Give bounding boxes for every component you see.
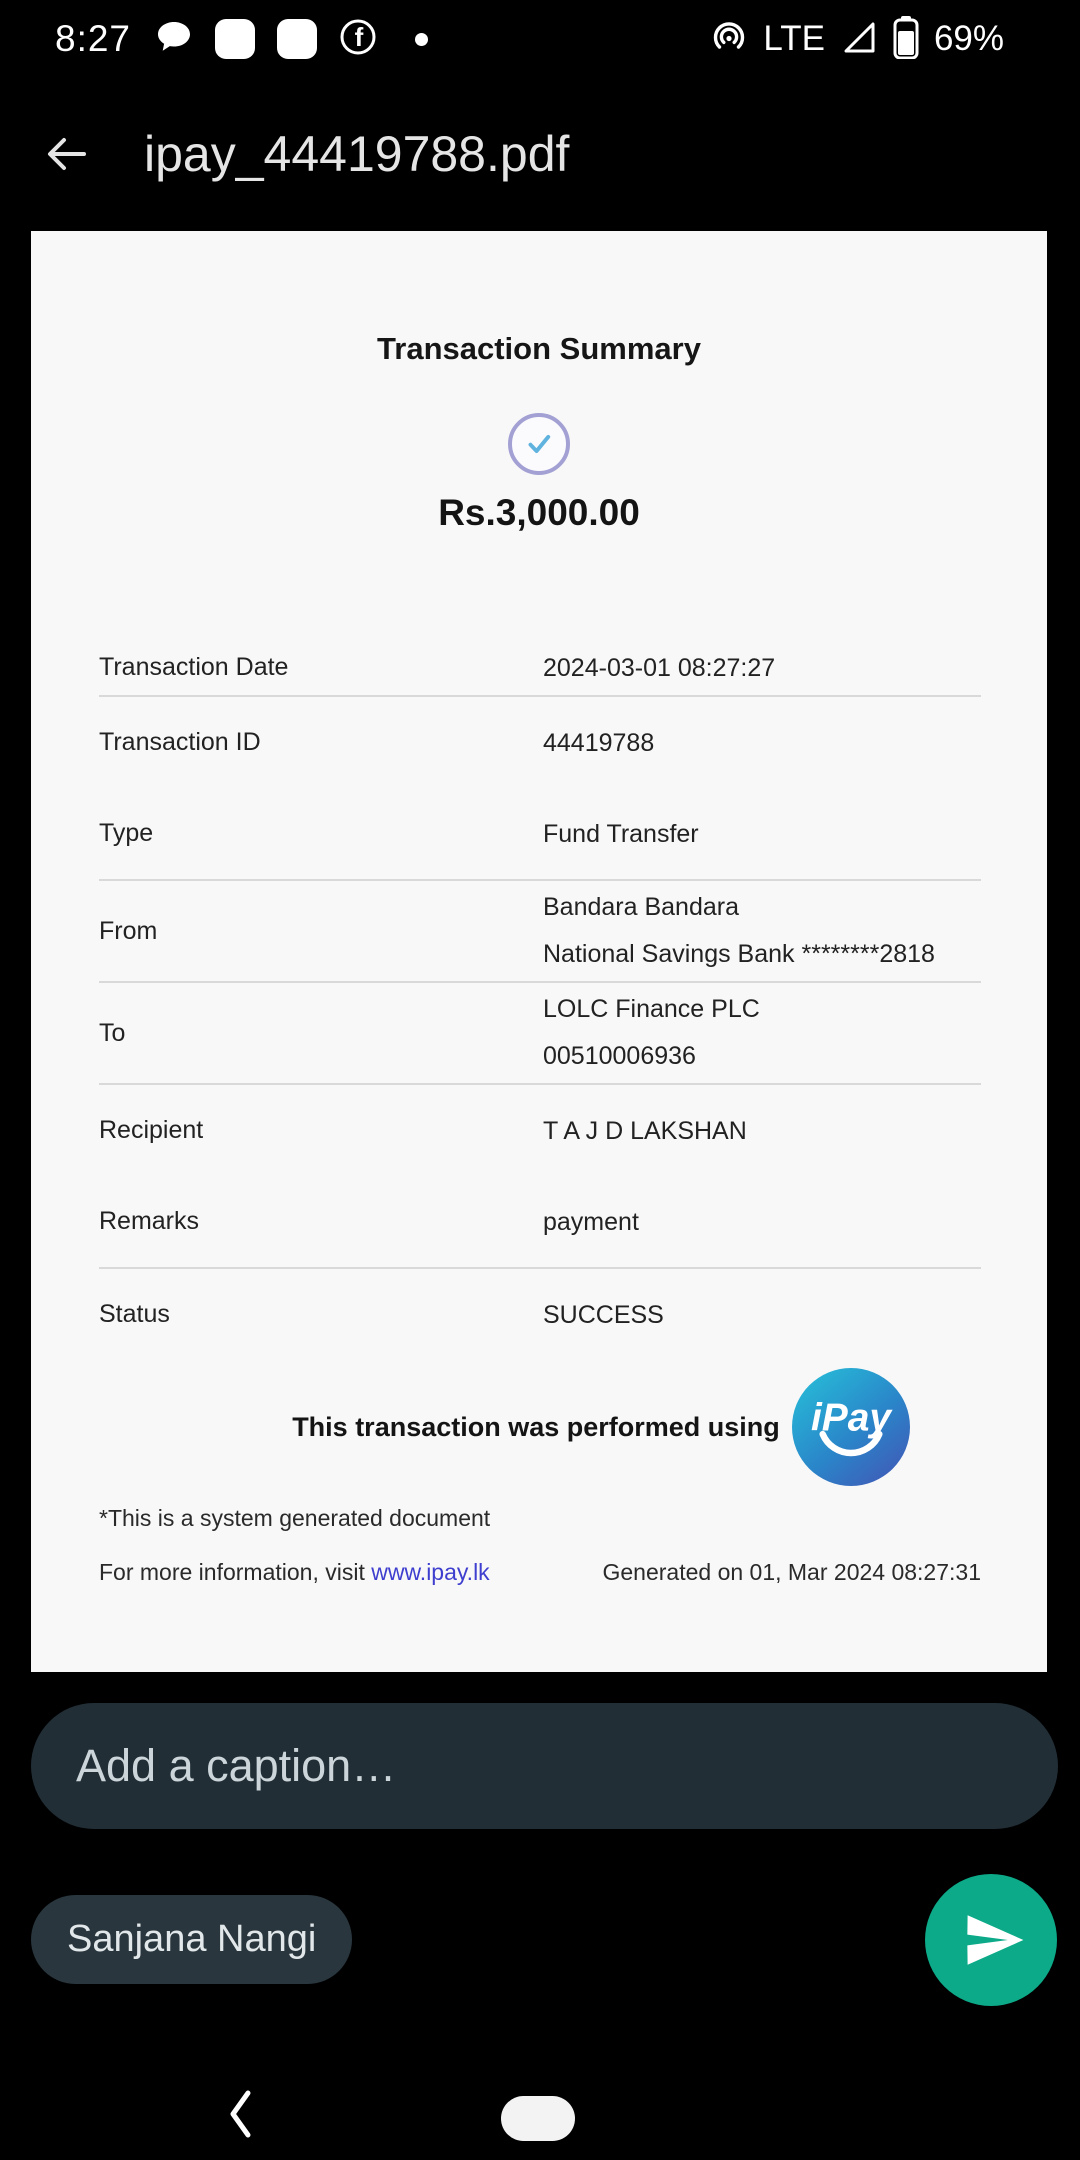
row-value: SUCCESS [543,1300,664,1329]
table-row [99,640,981,697]
chat-bubble-icon [153,17,193,62]
row-label: Recipient [99,1116,204,1144]
table-row [99,788,981,881]
row-label: From [99,916,158,945]
table-row [99,697,981,788]
facebook-icon [339,18,377,61]
status-bar [0,0,1080,78]
ipay-logo [792,1368,910,1486]
row-value: LOLC Finance PLC [543,995,760,1023]
status-time: 8:27 [55,18,132,59]
row-label: To [99,1018,126,1047]
row-value: Fund Transfer [543,819,699,848]
row-label: Transaction ID [99,728,261,756]
row-value: National Savings Bank ********2818 [543,940,935,968]
recipient-name: Sanjana Nangi [67,1918,317,1960]
svg-text:f: f [354,21,364,52]
header [0,78,1080,230]
row-values [543,1118,981,1144]
send-button[interactable] [925,1874,1057,2006]
row-values [543,821,981,847]
system-generated-note: *This is a system generated document [99,1505,491,1531]
transaction-amount: Rs.3,000.00 [438,492,640,533]
pdf-preview [31,231,1047,1672]
table-row [99,1176,981,1269]
caption-placeholder: Add a caption… [76,1740,397,1791]
row-value: payment [543,1207,639,1236]
home-pill[interactable] [501,2096,575,2141]
row-values [543,730,981,756]
notification-dot-icon [415,33,428,46]
row-value: 44419788 [543,728,655,757]
document-filename: ipay_44419788.pdf [144,126,570,182]
nav-back-button[interactable] [222,2088,258,2140]
hotspot-icon [710,18,748,61]
back-button[interactable] [40,128,92,180]
caption-input[interactable] [31,1703,1058,1829]
signal-triangle-icon [840,18,878,61]
more-info-text: For more information, visit www.ipay.lk [99,1559,490,1585]
network-type: LTE [763,19,825,58]
row-label: Type [99,819,154,847]
row-values [543,884,981,978]
row-label: Remarks [99,1207,200,1235]
arrow-back-icon [42,130,90,178]
row-values [543,1209,981,1235]
ipay-link: www.ipay.lk [371,1559,490,1585]
performed-using-line [93,1368,1047,1486]
table-row [99,881,981,983]
send-icon [964,1909,1026,1971]
success-check-icon [508,413,570,475]
generated-timestamp: Generated on 01, Mar 2024 08:27:31 [602,1559,981,1585]
chevron-left-icon [226,2089,254,2139]
battery-percent: 69% [933,19,1004,58]
app-icon [277,19,317,59]
row-value: Bandara Bandara [543,893,739,921]
table-row [99,1269,981,1360]
row-value: T A J D LAKSHAN [543,1116,747,1145]
row-values [543,655,981,681]
row-label: Status [99,1300,170,1328]
row-values [543,986,981,1080]
recipient-chip[interactable] [31,1895,352,1984]
row-value: 00510006936 [543,1042,696,1070]
ipay-logo-text: iPay [810,1396,891,1440]
row-label: Transaction Date [99,653,289,681]
battery-icon [893,15,919,64]
row-value: 2024-03-01 08:27:27 [543,653,776,682]
app-icon [215,19,255,59]
row-values [543,1302,981,1328]
performed-using-text: This transaction was performed using [292,1411,780,1442]
table-row [99,1085,981,1176]
table-row [99,983,981,1085]
transaction-table [99,640,981,1360]
receipt-title: Transaction Summary [377,331,701,366]
